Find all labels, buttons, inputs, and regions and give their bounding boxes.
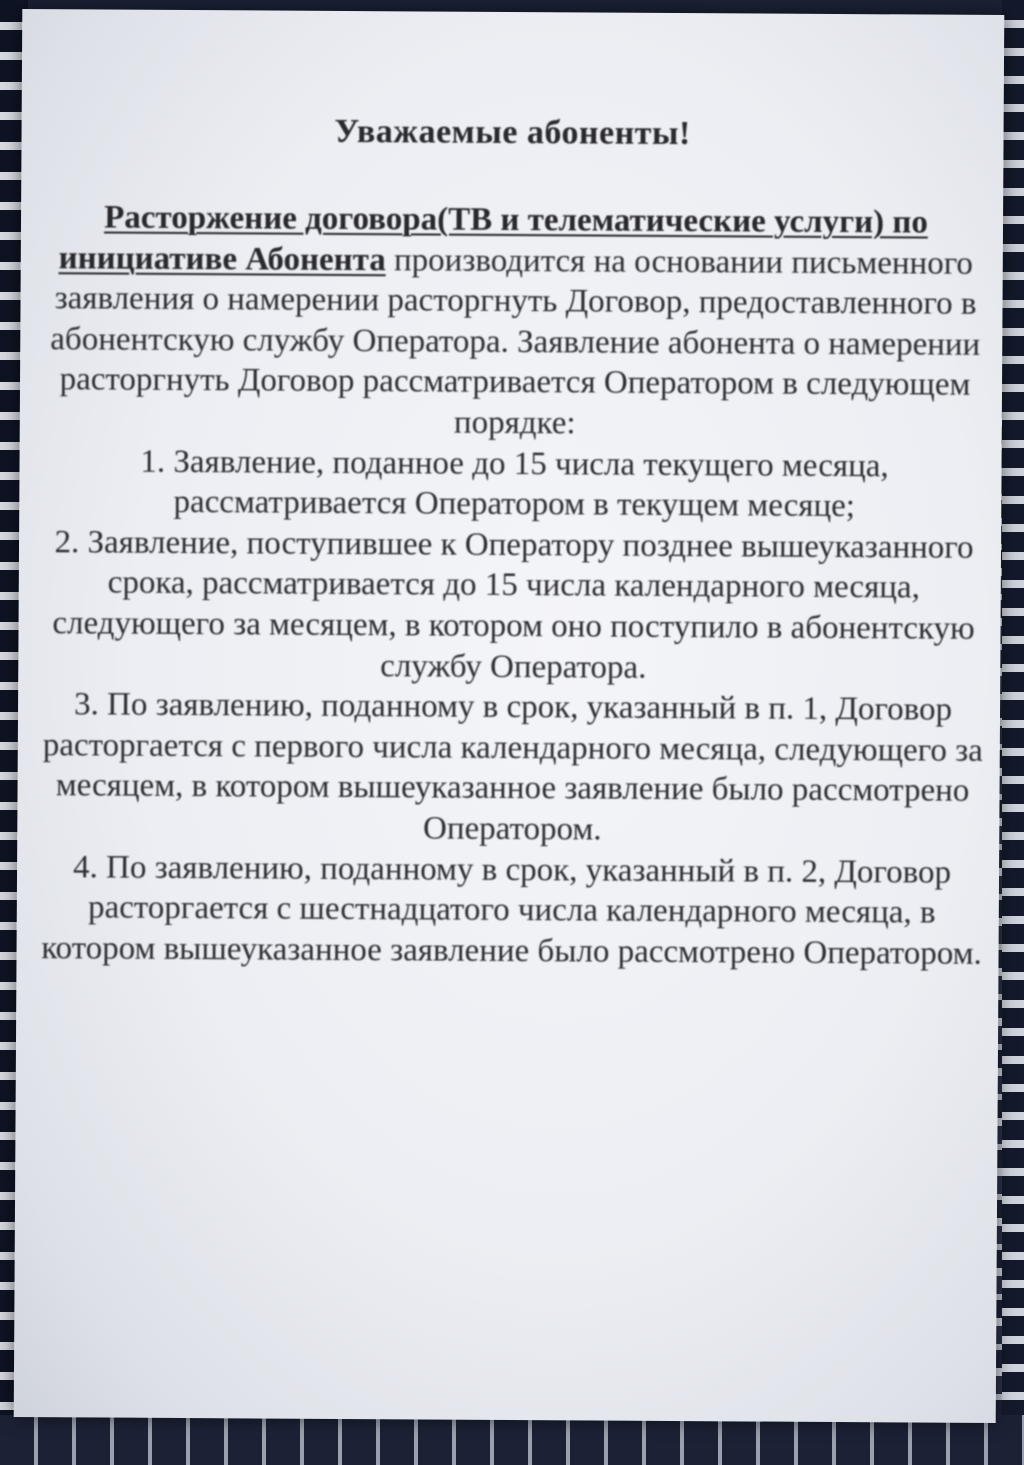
wall-tiles-bottom — [0, 1415, 1024, 1465]
list-item-4: 4. По заявлению, поданному в срок, указанный в п. 2, Договор расторгается с шестнадцатого числа календарного месяца, в котором вышеуказанное заявление было рассмотрено Оператором. — [41, 848, 982, 972]
notice-sheet — [14, 9, 1005, 1423]
wall-tiles-right — [1002, 0, 1024, 1465]
notice-content — [22, 9, 1004, 972]
intro-rest: производится на основании письменного заявления о намерении расторгнуть Договор, предоставленного в абонентскую службу Оператора. Заявление абонента о намерении расторгнуть Договор рассматривается Оператором в следующем порядке: — [50, 241, 981, 442]
notice-body — [36, 197, 991, 974]
list-item-3: 3. По заявлению, поданному в срок, указанный в п. 1, Договор расторгается с первого числа календарного месяца, следующего за месяцем, в котором вышеуказанное заявление было рассмотрено Оператором. — [42, 686, 983, 848]
notice-heading: Уважаемые абоненты! — [334, 112, 691, 153]
intro-paragraph — [40, 197, 991, 446]
list-item-2: 2. Заявление, поступившее к Оператору позднее вышеуказанного срока, рассматривается до 15 числа календарного месяца, следующего за месяцем, в котором оно поступило в абонентскую службу Оператора. — [52, 523, 975, 686]
intro-emphasis: Расторжение договора(ТВ и телематические услуги) по инициативе Абонента — [58, 199, 929, 278]
list-item-1: 1. Заявление, поданное до 15 числа текущего месяца, рассматривается Оператором в текущем месяце; — [140, 443, 889, 525]
